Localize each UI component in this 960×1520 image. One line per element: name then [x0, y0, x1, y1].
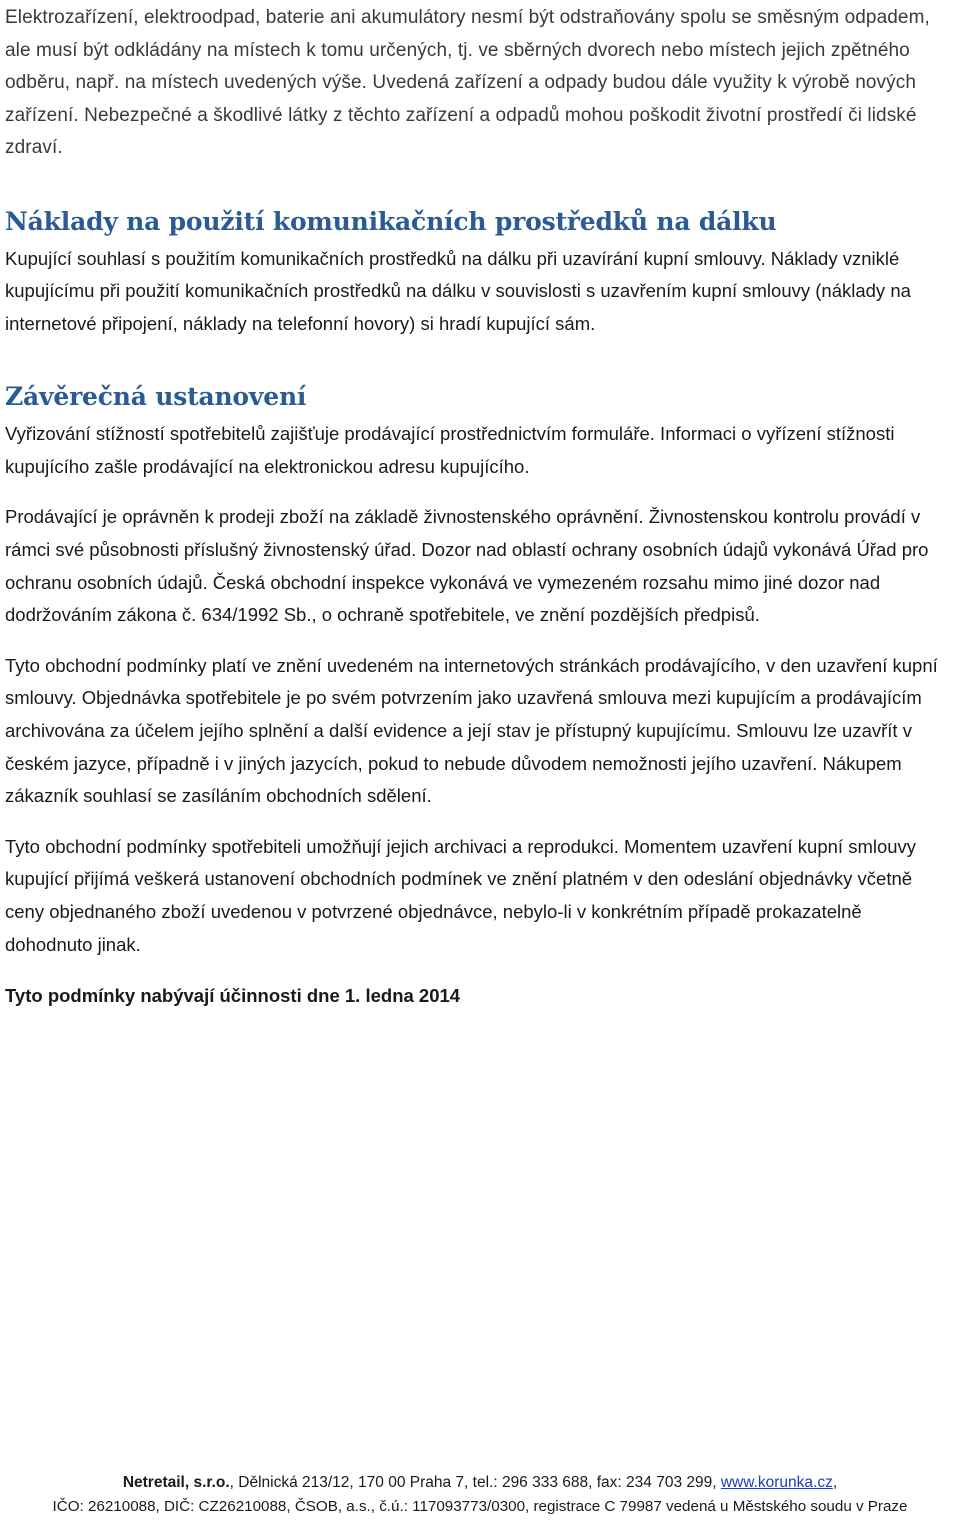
- authorization-paragraph: Prodávající je oprávněn k prodeji zboží na základě živnostenského oprávnění. Živnostenskou kontrolu provádí v rámci své působnosti příslušný živnostenský úřad. Dozor nad oblastí ochrany osobních údajů vykonává Úřad pro ochranu osobních údajů. Česká obchodní inspekce vykonává ve vymezeném rozsahu mimo jiné dozor nad dodržováním zákona č. 634/1992 Sb., o ochraně spotřebitele, ve znění pozdějších předpisů.: [5, 506, 929, 626]
- footer-company-name: Netretail, s.r.o.: [122, 1474, 230, 1491]
- final-provisions-heading: Závěrečná ustanovení: [5, 382, 307, 412]
- complaints-paragraph: Vyřizování stížností spotřebitelů zajišťuje prodávající prostřednictvím formuláře. Informaci o vyřízení stížnosti kupujícího zašle prodávající na elektronickou adresu kupujícího.: [5, 423, 895, 477]
- validity-paragraph: Tyto obchodní podmínky platí ve znění uvedeném na internetových stránkách prodávajícího, v den uzavření kupní smlouvy. Objednávka spotřebitele je po svém potvrzením jako uzavřená smlouva mezi kupujícím a prodávajícím archivována za účelem jejího splnění a další evidence a její stav je přístupný kupujícímu. Smlouvu lze uzavřít v českém jazyce, případně i v jiných jazycích, pokud to nebude důvodem nemožnosti jejího uzavření. Nákupem zákazník souhlasí se zasíláním obchodních sdělení.: [5, 654, 938, 807]
- footer-address: , Dělnická 213/12, 170 00 Praha 7, tel.: 296 333 688, fax: 234 703 299,: [229, 1474, 721, 1491]
- footer-registration-line: IČO: 26210088, DIČ: CZ26210088, ČSOB, a.s., č.ú.: 117093773/0300, registrace C 79987 vedená u Městského soudu v Praze: [52, 1498, 908, 1515]
- footer-website-link[interactable]: www.korunka.cz: [720, 1474, 833, 1491]
- footer-comma: ,: [832, 1474, 838, 1491]
- archiving-paragraph: Tyto obchodní podmínky spotřebiteli umožňují jejich archivaci a reprodukci. Momentem uzavření kupní smlouvy kupující přijímá veškerá ustanovení obchodních podmínek ve znění platném v den odeslání objednávky včetně ceny objednaného zboží uvedenou v potvrzené objednávce, nebylo-li v konkrétním případě prokazatelně dohodnuto jinak.: [5, 835, 917, 955]
- effective-date: Tyto podmínky nabývají účinnosti dne 1. ledna 2014: [5, 985, 461, 1007]
- footer-contact-line: [0, 1470, 960, 1496]
- costs-paragraph: Kupující souhlasí s použitím komunikačních prostředků na dálku při uzavírání kupní smlouvy. Náklady vzniklé kupujícímu při použití komunikačních prostředků na dálku v souvislosti s uzavřením kupní smlouvy (náklady na internetové připojení, náklady na telefonní hovory) si hradí kupující sám.: [5, 247, 911, 334]
- intro-paragraph: Elektrozařízení, elektroodpad, baterie ani akumulátory nesmí být odstraňovány spolu se směsným odpadem, ale musí být odkládány na místech k tomu určených, tj. ve sběrných dvorech nebo místech jejich zpětného odběru, např. na místech uvedených výše. Uvedená zařízení a odpady budou dále využity k výrobě nových zařízení. Nebezpečné a škodlivé látky z těchto zařízení a odpadů mohou poškodit životní prostředí či lidské zdraví.: [5, 7, 930, 158]
- costs-heading: Náklady na použití komunikačních prostředků na dálku: [5, 206, 777, 236]
